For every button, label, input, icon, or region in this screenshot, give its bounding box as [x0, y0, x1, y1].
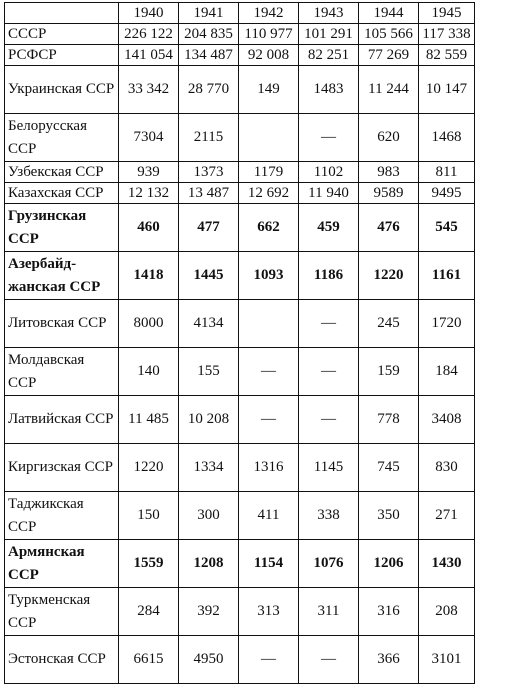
- table-row: [5, 45, 475, 66]
- value-cell: 110 977: [239, 24, 299, 45]
- table-row: [5, 204, 475, 252]
- value-cell: 101 291: [299, 24, 359, 45]
- value-cell: 1430: [419, 540, 475, 588]
- value-cell: 159: [359, 348, 419, 396]
- value-cell: 316: [359, 588, 419, 636]
- value-cell: 33 342: [119, 66, 179, 114]
- value-cell: 1373: [179, 162, 239, 183]
- row-label: Азербайд-жанская ССР: [5, 252, 119, 300]
- table-row: [5, 444, 475, 492]
- value-cell: 2115: [179, 114, 239, 162]
- value-cell: 1445: [179, 252, 239, 300]
- value-cell: 311: [299, 588, 359, 636]
- value-cell: 300: [179, 492, 239, 540]
- value-cell: —: [299, 348, 359, 396]
- value-cell: 3408: [419, 396, 475, 444]
- year-header-1943: 1943: [299, 3, 359, 24]
- value-cell: 12 132: [119, 183, 179, 204]
- value-cell: 3101: [419, 636, 475, 684]
- corner-cell: [5, 3, 119, 24]
- value-cell: 117 338: [419, 24, 475, 45]
- value-cell: —: [299, 114, 359, 162]
- row-label: Эстонская ССР: [5, 636, 119, 684]
- value-cell: 204 835: [179, 24, 239, 45]
- value-cell: 983: [359, 162, 419, 183]
- value-cell: 366: [359, 636, 419, 684]
- value-cell: 77 269: [359, 45, 419, 66]
- row-label: Латвийская ССР: [5, 396, 119, 444]
- value-cell: 939: [119, 162, 179, 183]
- value-cell: 1145: [299, 444, 359, 492]
- value-cell: 284: [119, 588, 179, 636]
- value-cell: 10 208: [179, 396, 239, 444]
- table-row: [5, 588, 475, 636]
- value-cell: 1468: [419, 114, 475, 162]
- value-cell: 1076: [299, 540, 359, 588]
- value-cell: 11 485: [119, 396, 179, 444]
- value-cell: 662: [239, 204, 299, 252]
- year-header-1942: 1942: [239, 3, 299, 24]
- table-row: [5, 348, 475, 396]
- row-label: СССР: [5, 24, 119, 45]
- row-label: Киргизская ССР: [5, 444, 119, 492]
- table-row: [5, 492, 475, 540]
- value-cell: 1093: [239, 252, 299, 300]
- value-cell: 338: [299, 492, 359, 540]
- value-cell: [239, 300, 299, 348]
- value-cell: 208: [419, 588, 475, 636]
- value-cell: 1206: [359, 540, 419, 588]
- value-cell: 620: [359, 114, 419, 162]
- value-cell: 245: [359, 300, 419, 348]
- header-row: [5, 3, 475, 24]
- value-cell: —: [299, 300, 359, 348]
- value-cell: 6615: [119, 636, 179, 684]
- value-cell: 459: [299, 204, 359, 252]
- value-cell: 12 692: [239, 183, 299, 204]
- value-cell: 184: [419, 348, 475, 396]
- value-cell: 1154: [239, 540, 299, 588]
- table-row: [5, 114, 475, 162]
- value-cell: 82 251: [299, 45, 359, 66]
- value-cell: 1418: [119, 252, 179, 300]
- value-cell: 271: [419, 492, 475, 540]
- value-cell: 141 054: [119, 45, 179, 66]
- value-cell: [239, 114, 299, 162]
- table-row: [5, 252, 475, 300]
- value-cell: 1334: [179, 444, 239, 492]
- value-cell: 10 147: [419, 66, 475, 114]
- value-cell: 7304: [119, 114, 179, 162]
- row-label: Грузинская ССР: [5, 204, 119, 252]
- row-label: Молдавская ССР: [5, 348, 119, 396]
- table-row: [5, 300, 475, 348]
- table-row: [5, 24, 475, 45]
- value-cell: —: [299, 636, 359, 684]
- value-cell: 1559: [119, 540, 179, 588]
- year-header-1945: 1945: [419, 3, 475, 24]
- value-cell: 1483: [299, 66, 359, 114]
- value-cell: 134 487: [179, 45, 239, 66]
- table-row: [5, 162, 475, 183]
- table-row: [5, 183, 475, 204]
- value-cell: 9589: [359, 183, 419, 204]
- row-label: Казахская ССР: [5, 183, 119, 204]
- value-cell: 1186: [299, 252, 359, 300]
- value-cell: 82 559: [419, 45, 475, 66]
- year-header-1941: 1941: [179, 3, 239, 24]
- value-cell: 460: [119, 204, 179, 252]
- row-label: Узбекская ССР: [5, 162, 119, 183]
- value-cell: —: [239, 636, 299, 684]
- data-table-container: [4, 2, 475, 684]
- table-row: [5, 396, 475, 444]
- value-cell: 745: [359, 444, 419, 492]
- value-cell: 1316: [239, 444, 299, 492]
- value-cell: 92 008: [239, 45, 299, 66]
- table-row: [5, 540, 475, 588]
- table-row: [5, 636, 475, 684]
- year-header-1944: 1944: [359, 3, 419, 24]
- value-cell: 11 940: [299, 183, 359, 204]
- row-label: Белорусская ССР: [5, 114, 119, 162]
- value-cell: 477: [179, 204, 239, 252]
- value-cell: 1220: [119, 444, 179, 492]
- republic-year-table: [4, 2, 475, 684]
- value-cell: 313: [239, 588, 299, 636]
- value-cell: 1161: [419, 252, 475, 300]
- row-label: Украинская ССР: [5, 66, 119, 114]
- row-label: Таджикская ССР: [5, 492, 119, 540]
- value-cell: 4134: [179, 300, 239, 348]
- value-cell: 1220: [359, 252, 419, 300]
- value-cell: 1208: [179, 540, 239, 588]
- value-cell: 778: [359, 396, 419, 444]
- value-cell: 13 487: [179, 183, 239, 204]
- value-cell: 1179: [239, 162, 299, 183]
- value-cell: 545: [419, 204, 475, 252]
- value-cell: 476: [359, 204, 419, 252]
- value-cell: —: [299, 396, 359, 444]
- value-cell: 350: [359, 492, 419, 540]
- value-cell: 811: [419, 162, 475, 183]
- value-cell: 150: [119, 492, 179, 540]
- row-label: РСФСР: [5, 45, 119, 66]
- value-cell: 392: [179, 588, 239, 636]
- value-cell: 1102: [299, 162, 359, 183]
- value-cell: 28 770: [179, 66, 239, 114]
- value-cell: —: [239, 396, 299, 444]
- value-cell: 11 244: [359, 66, 419, 114]
- year-header-1940: 1940: [119, 3, 179, 24]
- row-label: Литовская ССР: [5, 300, 119, 348]
- value-cell: 411: [239, 492, 299, 540]
- table-row: [5, 66, 475, 114]
- value-cell: —: [239, 348, 299, 396]
- row-label: Туркменская ССР: [5, 588, 119, 636]
- value-cell: 140: [119, 348, 179, 396]
- value-cell: 155: [179, 348, 239, 396]
- value-cell: 4950: [179, 636, 239, 684]
- value-cell: 1720: [419, 300, 475, 348]
- value-cell: 830: [419, 444, 475, 492]
- value-cell: 105 566: [359, 24, 419, 45]
- value-cell: 149: [239, 66, 299, 114]
- value-cell: 9495: [419, 183, 475, 204]
- value-cell: 8000: [119, 300, 179, 348]
- value-cell: 226 122: [119, 24, 179, 45]
- row-label: Армянская ССР: [5, 540, 119, 588]
